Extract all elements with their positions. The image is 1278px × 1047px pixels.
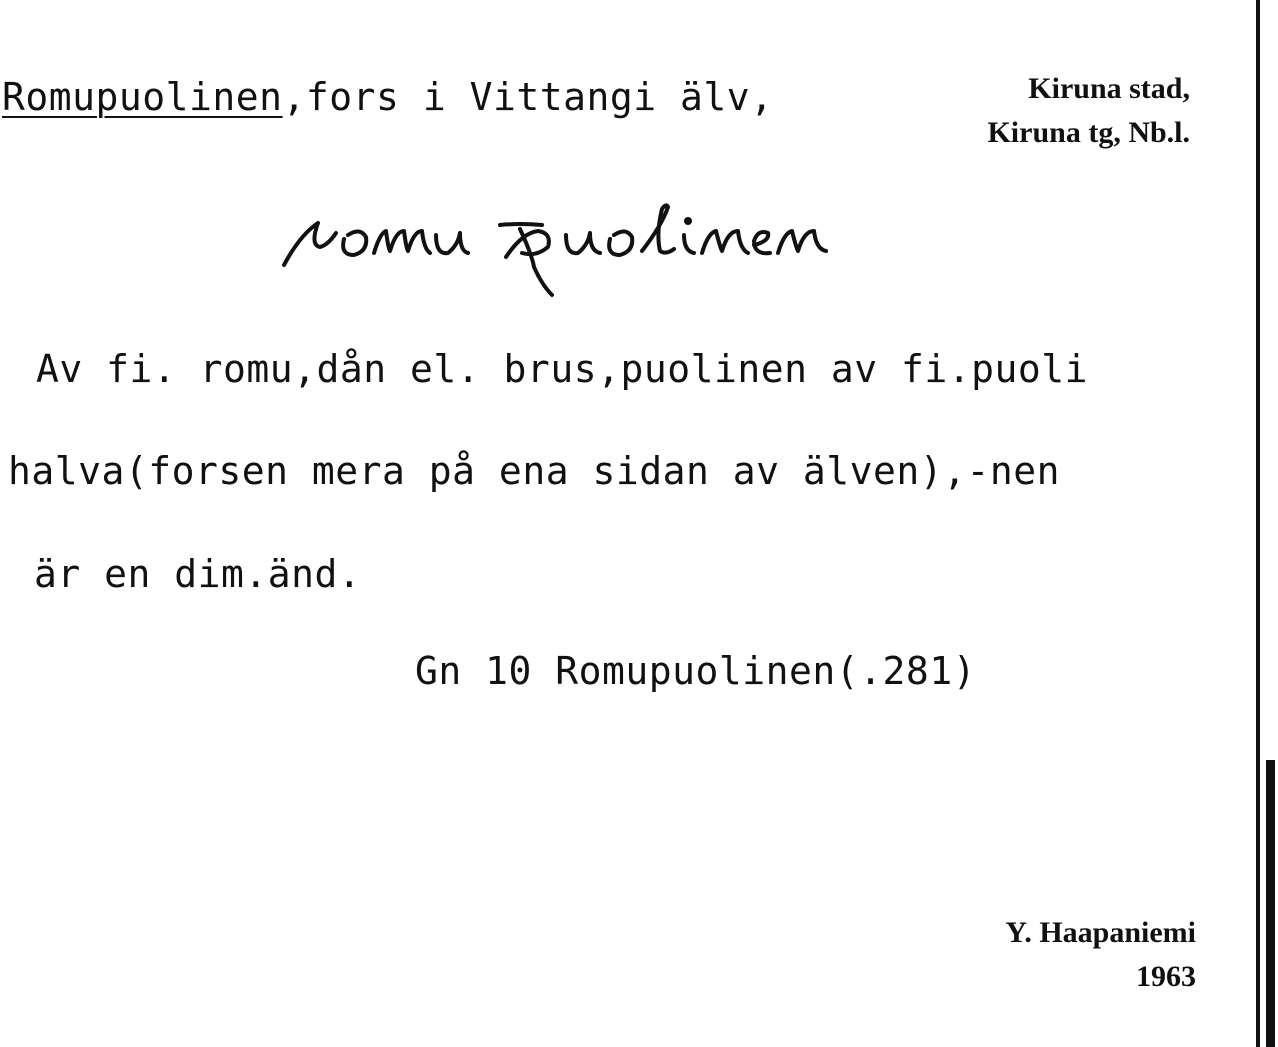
headline-rest: ,fors i Vittangi älv,	[282, 75, 774, 119]
source-reference: Gn 10 Romupuolinen(.281)	[415, 649, 977, 693]
handwritten-form-image	[270, 185, 990, 310]
card-year: 1963	[1136, 960, 1196, 993]
body-line-3: är en dim.änd.	[34, 552, 362, 596]
card-edge-line	[1256, 0, 1260, 1047]
location-line-1: Kiruna stad,	[1028, 72, 1190, 105]
card-edge-shadow	[1266, 760, 1275, 1047]
body-line-1: Av fi. romu,dån el. brus,puolinen av fi.puoli	[36, 347, 1089, 391]
headword: Romupuolinen	[2, 75, 283, 119]
location-line-2: Kiruna tg, Nb.l.	[987, 116, 1190, 149]
author-name: Y. Haapaniemi	[1005, 916, 1196, 949]
body-line-2: halva(forsen mera på ena sidan av älven),-nen	[8, 449, 1061, 493]
card-headline	[2, 75, 774, 119]
